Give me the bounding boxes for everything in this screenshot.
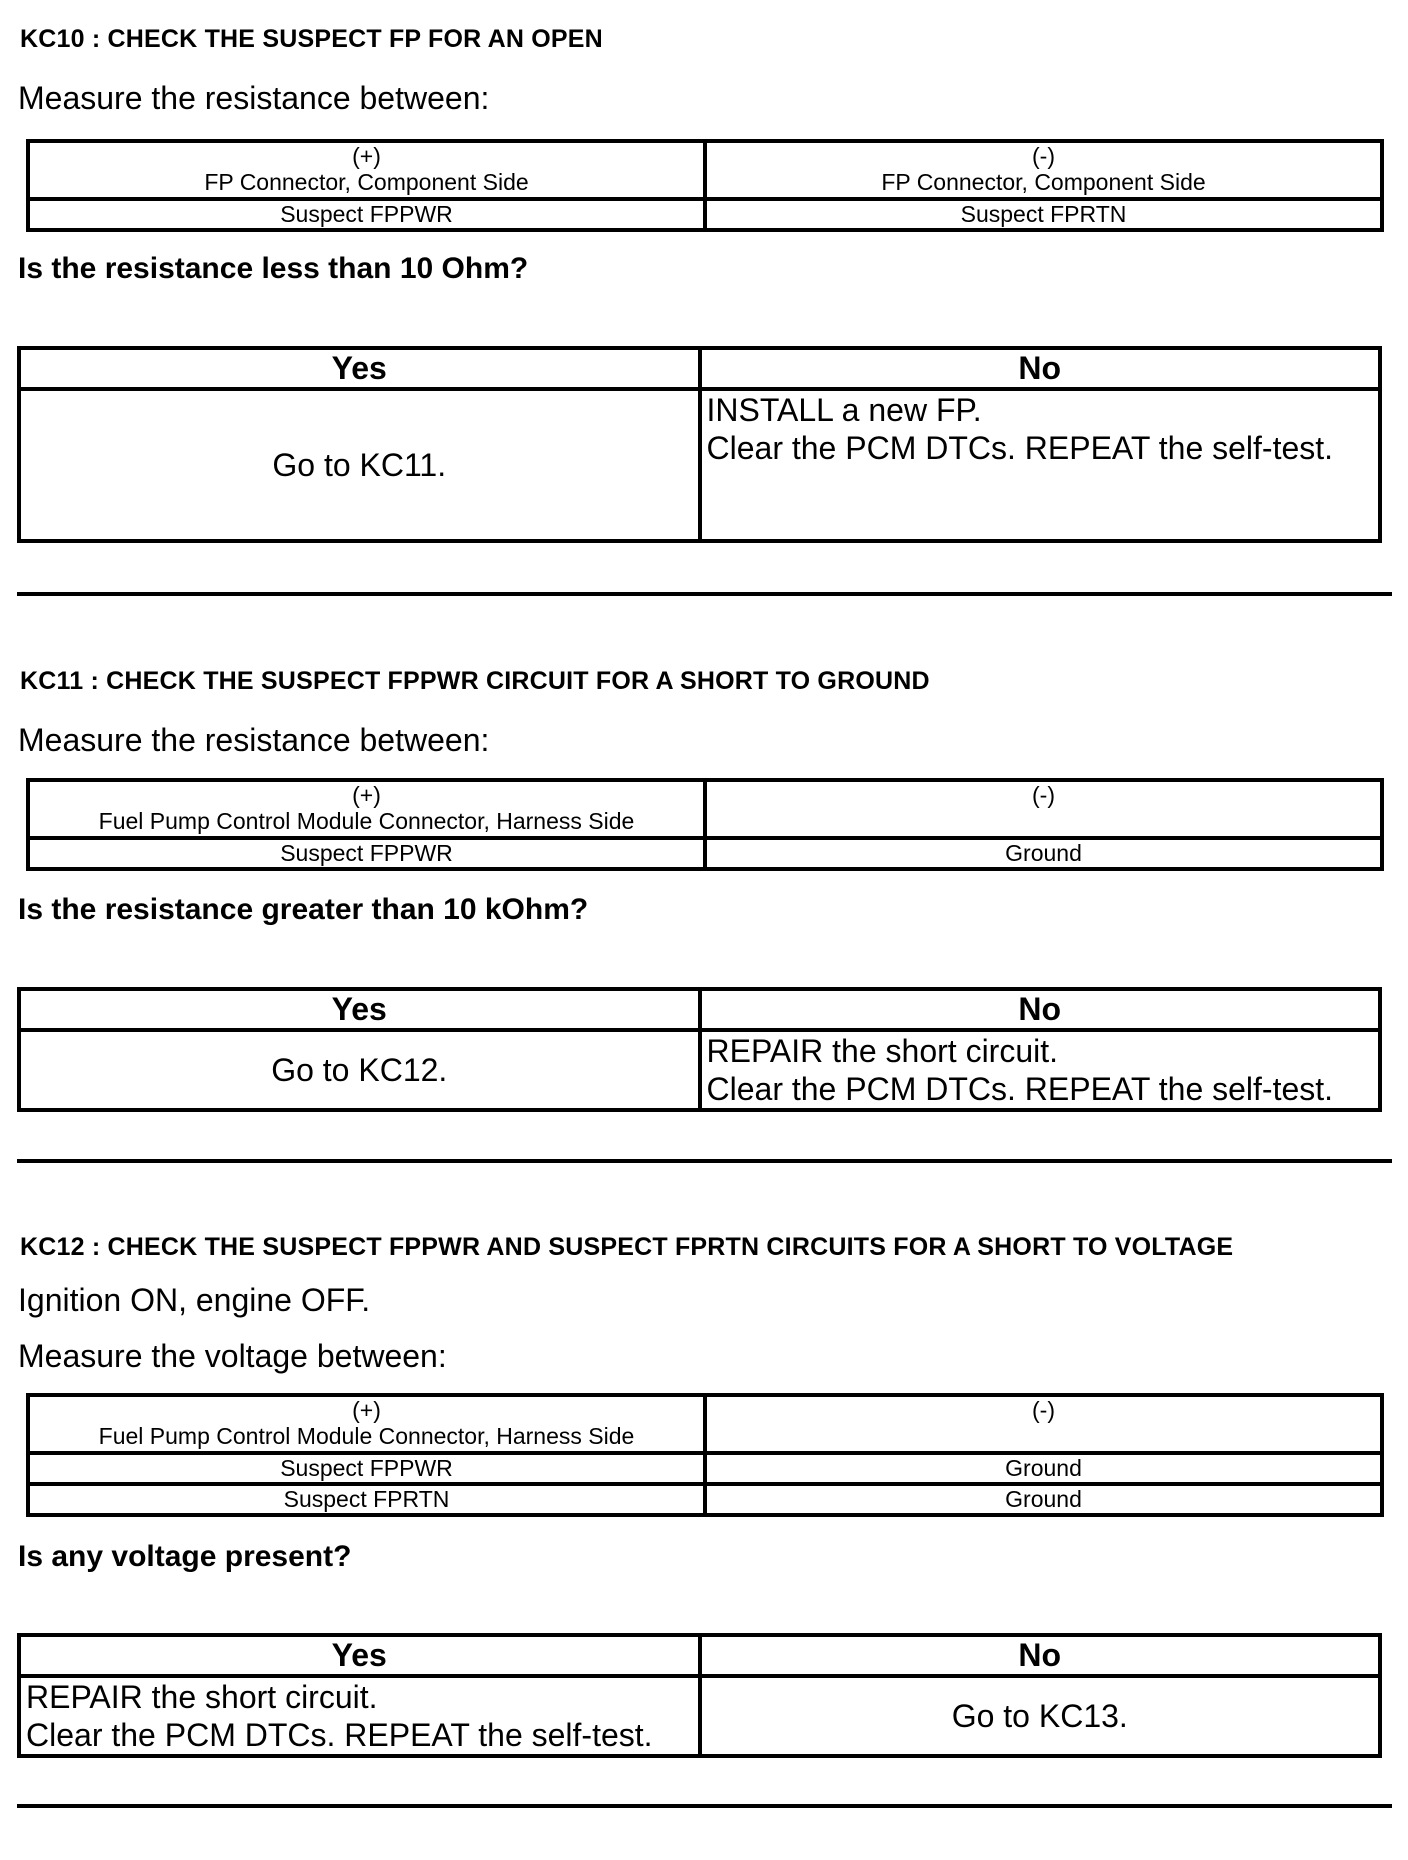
measurement-header-row	[28, 780, 1382, 838]
yes-header: Yes	[19, 348, 700, 389]
instruction-text: Measure the resistance between:	[18, 722, 490, 758]
instruction-text: Measure the resistance between:	[18, 80, 490, 116]
section-divider	[17, 1804, 1392, 1808]
yes-action-line: Clear the PCM DTCs. REPEAT the self-test.	[26, 1717, 653, 1753]
plus-circuit: Suspect FPRTN	[28, 1484, 705, 1515]
minus-circuit: Suspect FPRTN	[705, 199, 1382, 230]
decision-table-kc10	[17, 346, 1382, 543]
minus-probe-header	[705, 1395, 1382, 1453]
measurement-row	[28, 199, 1382, 230]
measurement-table-kc12	[26, 1393, 1384, 1517]
plus-probe-header	[28, 780, 705, 838]
section-divider	[17, 592, 1392, 596]
measurement-row	[28, 1484, 1382, 1515]
plus-circuit: Suspect FPPWR	[28, 838, 705, 869]
no-action-line: Clear the PCM DTCs. REPEAT the self-test.	[706, 1071, 1334, 1107]
no-header: No	[700, 1635, 1381, 1676]
minus-label: (-)	[1032, 143, 1055, 169]
plus-probe-header	[28, 141, 705, 199]
no-action-line: Clear the PCM DTCs. REPEAT the self-test.	[706, 430, 1334, 466]
plus-label: (+)	[352, 782, 381, 808]
decision-row	[19, 389, 1380, 541]
question-text: Is any voltage present?	[18, 1540, 352, 1573]
no-action-line: REPAIR the short circuit.	[706, 1033, 1059, 1069]
plus-location: Fuel Pump Control Module Connector, Harness Side	[98, 1423, 635, 1449]
instruction-text: Measure the voltage between:	[18, 1338, 447, 1374]
decision-table-kc11	[17, 987, 1382, 1112]
plus-label: (+)	[352, 143, 381, 169]
no-action-line: Go to KC13.	[951, 1697, 1128, 1734]
plus-label: (+)	[352, 1397, 381, 1423]
yes-action-line: REPAIR the short circuit.	[26, 1679, 378, 1715]
decision-row	[19, 1676, 1380, 1756]
minus-label: (-)	[1032, 782, 1055, 808]
no-header: No	[700, 989, 1381, 1030]
measurement-table-kc11	[26, 778, 1384, 871]
measurement-row	[28, 838, 1382, 869]
yes-header: Yes	[19, 1635, 700, 1676]
minus-location: FP Connector, Component Side	[881, 169, 1206, 195]
measurement-header-row	[28, 1395, 1382, 1453]
yes-action	[19, 1030, 700, 1110]
plus-location: Fuel Pump Control Module Connector, Harness Side	[98, 808, 635, 834]
yes-action-line: Go to KC12.	[271, 1051, 448, 1088]
plus-circuit: Suspect FPPWR	[28, 1453, 705, 1484]
section-title-kc10: KC10 : CHECK THE SUSPECT FP FOR AN OPEN	[20, 25, 603, 53]
measurement-header-row	[28, 141, 1382, 199]
yes-action	[19, 389, 700, 541]
plus-location: FP Connector, Component Side	[204, 169, 529, 195]
no-header: No	[700, 348, 1381, 389]
no-action	[700, 389, 1381, 541]
minus-probe-header	[705, 141, 1382, 199]
decision-row	[19, 1030, 1380, 1110]
minus-circuit: Ground	[705, 838, 1382, 869]
yes-action	[19, 1676, 700, 1756]
question-text: Is the resistance greater than 10 kOhm?	[18, 893, 589, 926]
section-title-kc12: KC12 : CHECK THE SUSPECT FPPWR AND SUSPECT FPRTN CIRCUITS FOR A SHORT TO VOLTAGE	[20, 1233, 1234, 1261]
question-text: Is the resistance less than 10 Ohm?	[18, 252, 529, 285]
section-title-kc11: KC11 : CHECK THE SUSPECT FPPWR CIRCUIT FOR A SHORT TO GROUND	[20, 667, 930, 695]
plus-circuit: Suspect FPPWR	[28, 199, 705, 230]
no-action	[700, 1676, 1381, 1756]
decision-header-row	[19, 989, 1380, 1030]
minus-label: (-)	[1032, 1397, 1055, 1423]
minus-circuit: Ground	[705, 1484, 1382, 1515]
decision-header-row	[19, 348, 1380, 389]
no-action-line: INSTALL a new FP.	[706, 392, 982, 428]
instruction-text: Ignition ON, engine OFF.	[18, 1282, 371, 1318]
decision-table-kc12	[17, 1633, 1382, 1758]
plus-probe-header	[28, 1395, 705, 1453]
yes-action-line: Go to KC11.	[272, 446, 447, 483]
minus-circuit: Ground	[705, 1453, 1382, 1484]
no-action	[700, 1030, 1381, 1110]
section-divider	[17, 1159, 1392, 1163]
minus-probe-header	[705, 780, 1382, 838]
measurement-table-kc10	[26, 139, 1384, 232]
decision-header-row	[19, 1635, 1380, 1676]
measurement-row	[28, 1453, 1382, 1484]
yes-header: Yes	[19, 989, 700, 1030]
